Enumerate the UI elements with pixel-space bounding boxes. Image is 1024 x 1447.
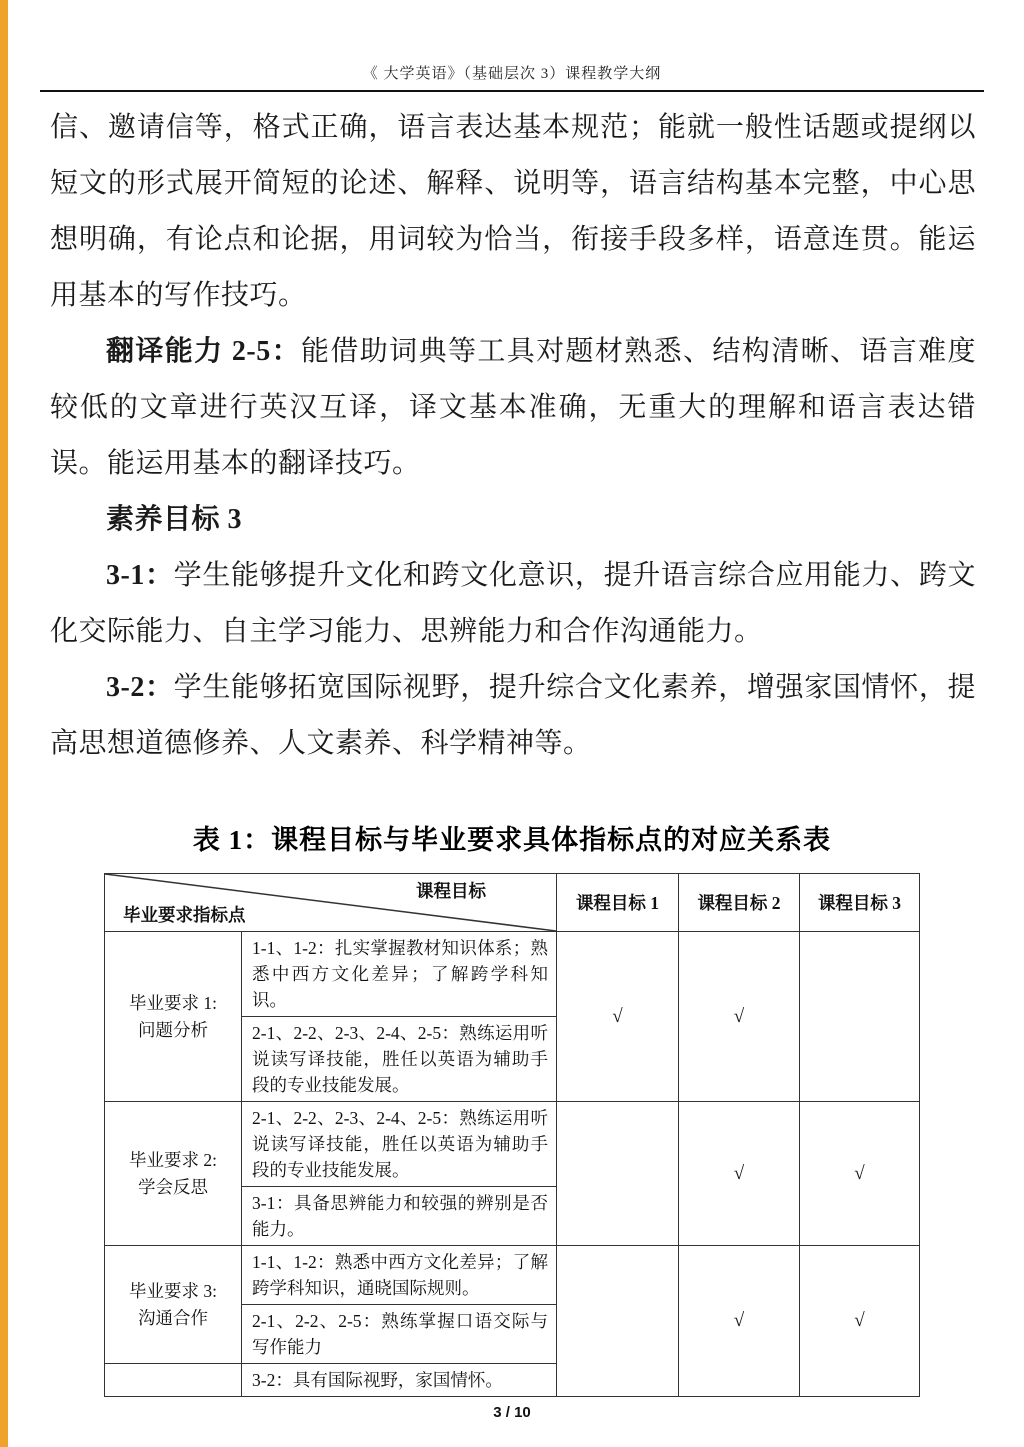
- document-body: [0, 92, 1024, 772]
- indicator-cell: 3-1：具备思辨能力和较强的辨别是否能力。: [242, 1187, 557, 1246]
- paragraph-goal-3-2: [50, 660, 976, 772]
- table-row: [105, 932, 920, 1017]
- check-cell-g1-goal3: [800, 932, 920, 1102]
- requirement-title: 毕业要求 2:: [129, 1149, 217, 1170]
- paragraph-lead: 3-1：: [106, 560, 174, 591]
- check-cell-g1-goal2: √: [679, 932, 800, 1102]
- column-header-goal-2: 课程目标 2: [679, 874, 800, 932]
- paragraph-goal-3-1: [50, 548, 976, 660]
- corner-label-graduation-indicators: 毕业要求指标点: [123, 905, 246, 925]
- requirement-title: 毕业要求 3:: [129, 1280, 217, 1301]
- page-footer: [0, 1404, 1024, 1421]
- check-cell-g1-goal1: √: [557, 932, 679, 1102]
- check-cell-g3-goal3: √: [800, 1246, 920, 1397]
- page-header: [0, 0, 1024, 92]
- paragraph-text: 能借助词典等工具对题材熟悉、结构清晰、语言难度较低的文章进行英汉互译，译文基本准确，无重大的理解和语言表达错误。能运用基本的翻译技巧。: [50, 336, 976, 479]
- requirement-subtitle: 学会反思: [138, 1176, 208, 1197]
- table-row: [105, 1246, 920, 1305]
- requirement-cell-empty: [105, 1364, 242, 1397]
- paragraph-lead: 翻译能力 2-5：: [106, 336, 302, 367]
- column-header-goal-3: 课程目标 3: [800, 874, 920, 932]
- heading-literacy-goal-3: [50, 492, 976, 548]
- requirement-title: 毕业要求 1:: [129, 992, 217, 1013]
- requirement-subtitle: 问题分析: [138, 1019, 208, 1040]
- course-goal-mapping-table: [104, 873, 920, 1397]
- heading-text: 素养目标 3: [106, 504, 243, 535]
- paragraph-text: 学生能够拓宽国际视野，提升综合文化素养，增强家国情怀，提高思想道德修养、人文素养、科学精神等。: [50, 672, 976, 759]
- requirement-cell-1: [105, 932, 242, 1102]
- paragraph-text: 学生能够提升文化和跨文化意识，提升语言综合应用能力、跨文化交际能力、自主学习能力、思辨能力和合作沟通能力。: [50, 560, 976, 647]
- indicator-cell: 2-1、2-2、2-3、2-4、2-5：熟练运用听说读写译技能，胜任以英语为辅助手段的专业技能发展。: [242, 1017, 557, 1102]
- paragraph-text: 信、邀请信等，格式正确，语言表达基本规范；能就一般性话题或提纲以短文的形式展开简短的论述、解释、说明等，语言结构基本完整，中心思想明确，有论点和论据，用词较为恰当，衔接手段多样，语意连贯。能运用基本的写作技巧。: [50, 112, 976, 311]
- check-cell-g3-goal1: [557, 1246, 679, 1397]
- indicator-cell: 2-1、2-2、2-5：熟练掌握口语交际与写作能力: [242, 1305, 557, 1364]
- corner-label-course-goals: 课程目标: [416, 881, 486, 901]
- table-row: [105, 1102, 920, 1187]
- indicator-cell: 2-1、2-2、2-3、2-4、2-5：熟练运用听说读写译技能，胜任以英语为辅助手段的专业技能发展。: [242, 1102, 557, 1187]
- paragraph-writing-continuation: [50, 100, 976, 324]
- check-cell-g2-goal2: √: [679, 1102, 800, 1246]
- requirement-cell-3: [105, 1246, 242, 1364]
- table-corner-cell: [105, 874, 557, 932]
- page-number: 3 / 10: [493, 1404, 531, 1421]
- indicator-cell: 1-1、1-2：扎实掌握教材知识体系；熟悉中西方文化差异；了解跨学科知识。: [242, 932, 557, 1017]
- paragraph-lead: 3-2：: [106, 672, 174, 703]
- table-header-row: [105, 874, 920, 932]
- check-cell-g2-goal1: [557, 1102, 679, 1246]
- requirement-subtitle: 沟通合作: [138, 1307, 208, 1328]
- paragraph-translation-ability: [50, 324, 976, 492]
- indicator-cell: 1-1、1-2：熟悉中西方文化差异；了解跨学科知识，通晓国际规则。: [242, 1246, 557, 1305]
- indicator-cell: 3-2：具有国际视野，家国情怀。: [242, 1364, 557, 1397]
- check-cell-g3-goal2: √: [679, 1246, 800, 1397]
- table-title: 表 1：课程目标与毕业要求具体指标点的对应关系表: [192, 825, 832, 855]
- column-header-goal-1: 课程目标 1: [557, 874, 679, 932]
- left-accent-stripe: [0, 0, 8, 1447]
- requirement-cell-2: [105, 1102, 242, 1246]
- page-header-title: 《 大学英语》（基础层次 3）课程教学大纲: [362, 66, 662, 82]
- check-cell-g2-goal3: √: [800, 1102, 920, 1246]
